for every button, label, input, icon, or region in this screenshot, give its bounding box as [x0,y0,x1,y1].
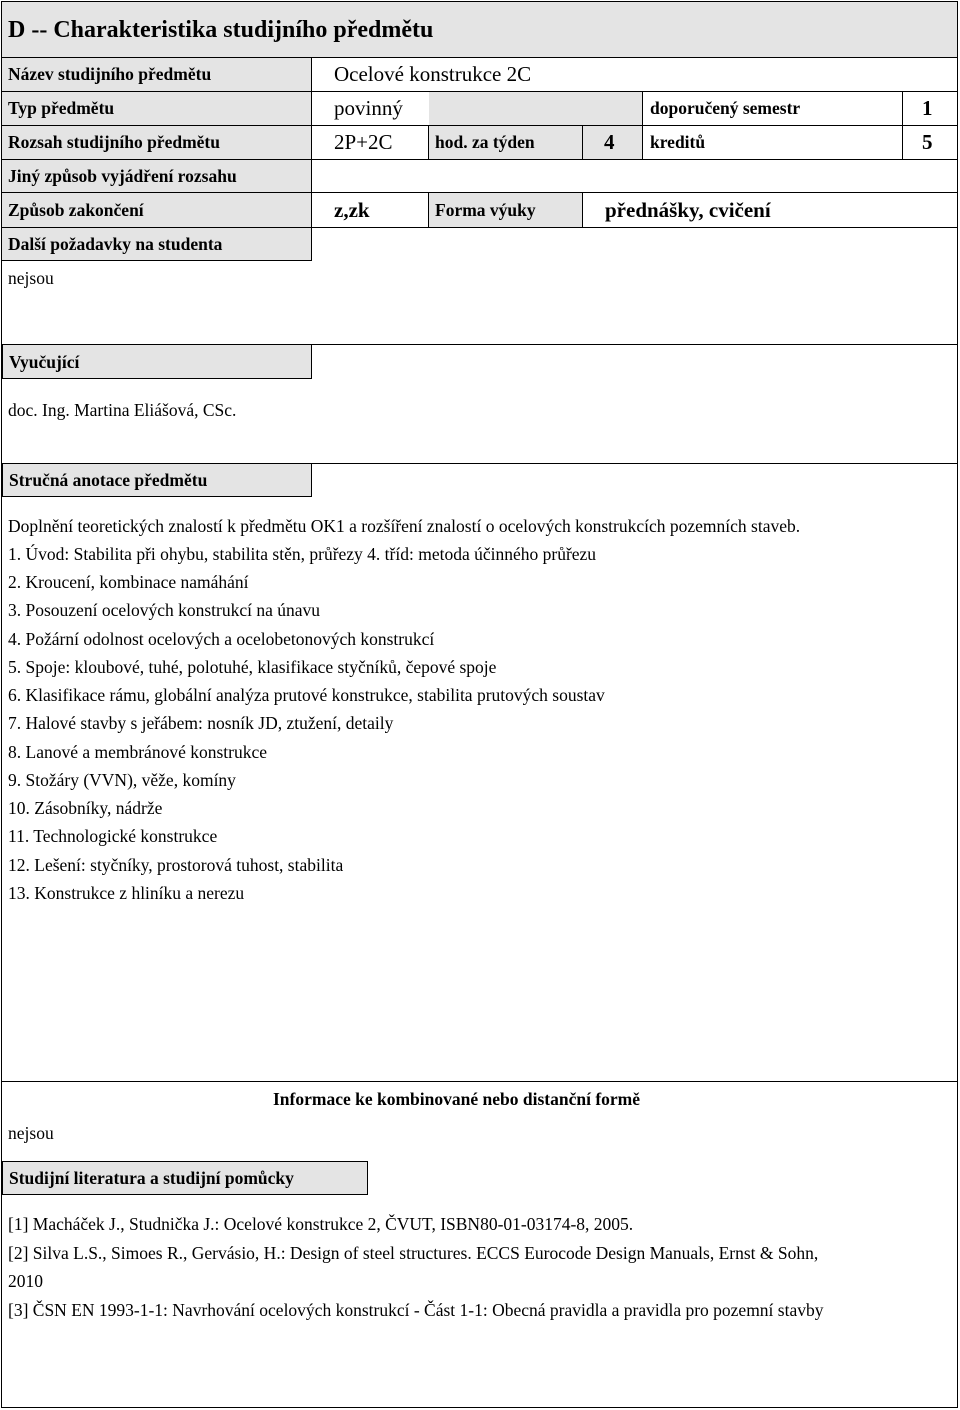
course-type-value: povinný [334,96,403,120]
divider [582,125,583,159]
list-item: 5. Spoje: kloubové, tuhé, polotuhé, klasifikace styčníků, čepové spoje [8,657,497,677]
list-item: 4. Požární odolnost ocelových a ocelobetonových konstrukcí [8,629,435,649]
teachers-section-header [2,344,312,379]
list-item: 2. Kroucení, kombinace namáhání [8,572,249,592]
list-item: 13. Konstrukce z hliníku a nerezu [8,883,245,903]
list-item: 2010 [8,1271,43,1291]
divider [2,125,957,126]
requirements-value: nejsou [8,268,54,288]
scope-label: Rozsah studijního předmětu [8,132,220,152]
teaching-form-value: přednášky, cvičení [605,198,771,222]
list-item: 11. Technologické konstrukce [8,826,218,846]
list-item: [1] Macháček J., Studnička J.: Ocelové konstrukce 2, ČVUT, ISBN80-01-03174-8, 2005. [8,1214,634,1234]
divider [2,192,957,193]
course-type-label: Typ předmětu [8,98,115,118]
semester-value: 1 [922,96,933,120]
divider [2,227,957,228]
divider [2,159,957,160]
other-scope-label: Jiný způsob vyjádření rozsahu [8,166,237,186]
divider [642,91,643,159]
distance-label: Informace ke kombinované nebo distanční formě [273,1089,641,1109]
divider [311,57,312,261]
divider [2,260,312,261]
teachers-label: Vyučující [9,352,80,372]
course-name-value: Ocelové konstrukce 2C [334,62,532,86]
list-item: 8. Lanové a membránové konstrukce [8,742,268,762]
divider [2,1081,957,1082]
list-item: [3] ČSN EN 1993-1-1: Navrhování ocelových konstrukcí - Část 1-1: Obecná pravidla a pravidla pro pozemní stavby [8,1300,824,1320]
divider [582,192,583,227]
annotation-intro: Doplnění teoretických znalostí k předmětu OK1 a rozšíření znalostí o ocelových konstrukcích pozemních staveb. [8,516,801,536]
annotation-section-header [2,463,312,497]
credits-label: kreditů [650,132,706,152]
hours-label: hod. za týden [435,132,535,152]
distance-value: nejsou [8,1123,54,1143]
list-item: [2] Silva L.S., Simoes R., Gervásio, H.: Design of steel structures. ECCS Eurocode Design Manuals, Ernst & Sohn, [8,1243,819,1263]
requirements-label: Další požadavky na studenta [8,234,223,254]
scope-value: 2P+2C [334,130,393,154]
hours-value: 4 [604,130,615,154]
literature-section-header [2,1161,368,1195]
divider [428,125,429,159]
list-item: 3. Posouzení ocelových konstrukcí na únavu [8,600,321,620]
divider [902,91,903,159]
list-item: 6. Klasifikace rámu, globální analýza prutové konstrukce, stabilita prutových soustav [8,685,605,705]
semester-label: doporučený semestr [650,98,801,118]
completion-value: z,zk [334,198,370,222]
list-item: 9. Stožáry (VVN), věže, komíny [8,770,236,790]
list-item: 7. Halové stavby s jeřábem: nosník JD, ztužení, detaily [8,713,394,733]
divider [2,91,957,92]
list-item: 12. Lešení: styčníky, prostorová tuhost, stabilita [8,855,344,875]
annotation-label: Stručná anotace předmětu [9,470,208,490]
literature-label: Studijní literatura a studijní pomůcky [9,1168,294,1188]
teaching-form-label: Forma výuky [435,200,536,220]
list-item: 1. Úvod: Stabilita při ohybu, stabilita stěn, průřezy 4. tříd: metoda účinného průřezu [8,544,597,564]
course-name-label: Název studijního předmětu [8,64,212,84]
divider [428,192,429,227]
completion-label: Způsob zakončení [8,200,144,220]
list-item: 10. Zásobníky, nádrže [8,798,163,818]
page-title: D -- Charakteristika studijního předmětu [8,17,434,43]
credits-value: 5 [922,130,933,154]
teachers-value: doc. Ing. Martina Eliášová, CSc. [8,400,237,420]
